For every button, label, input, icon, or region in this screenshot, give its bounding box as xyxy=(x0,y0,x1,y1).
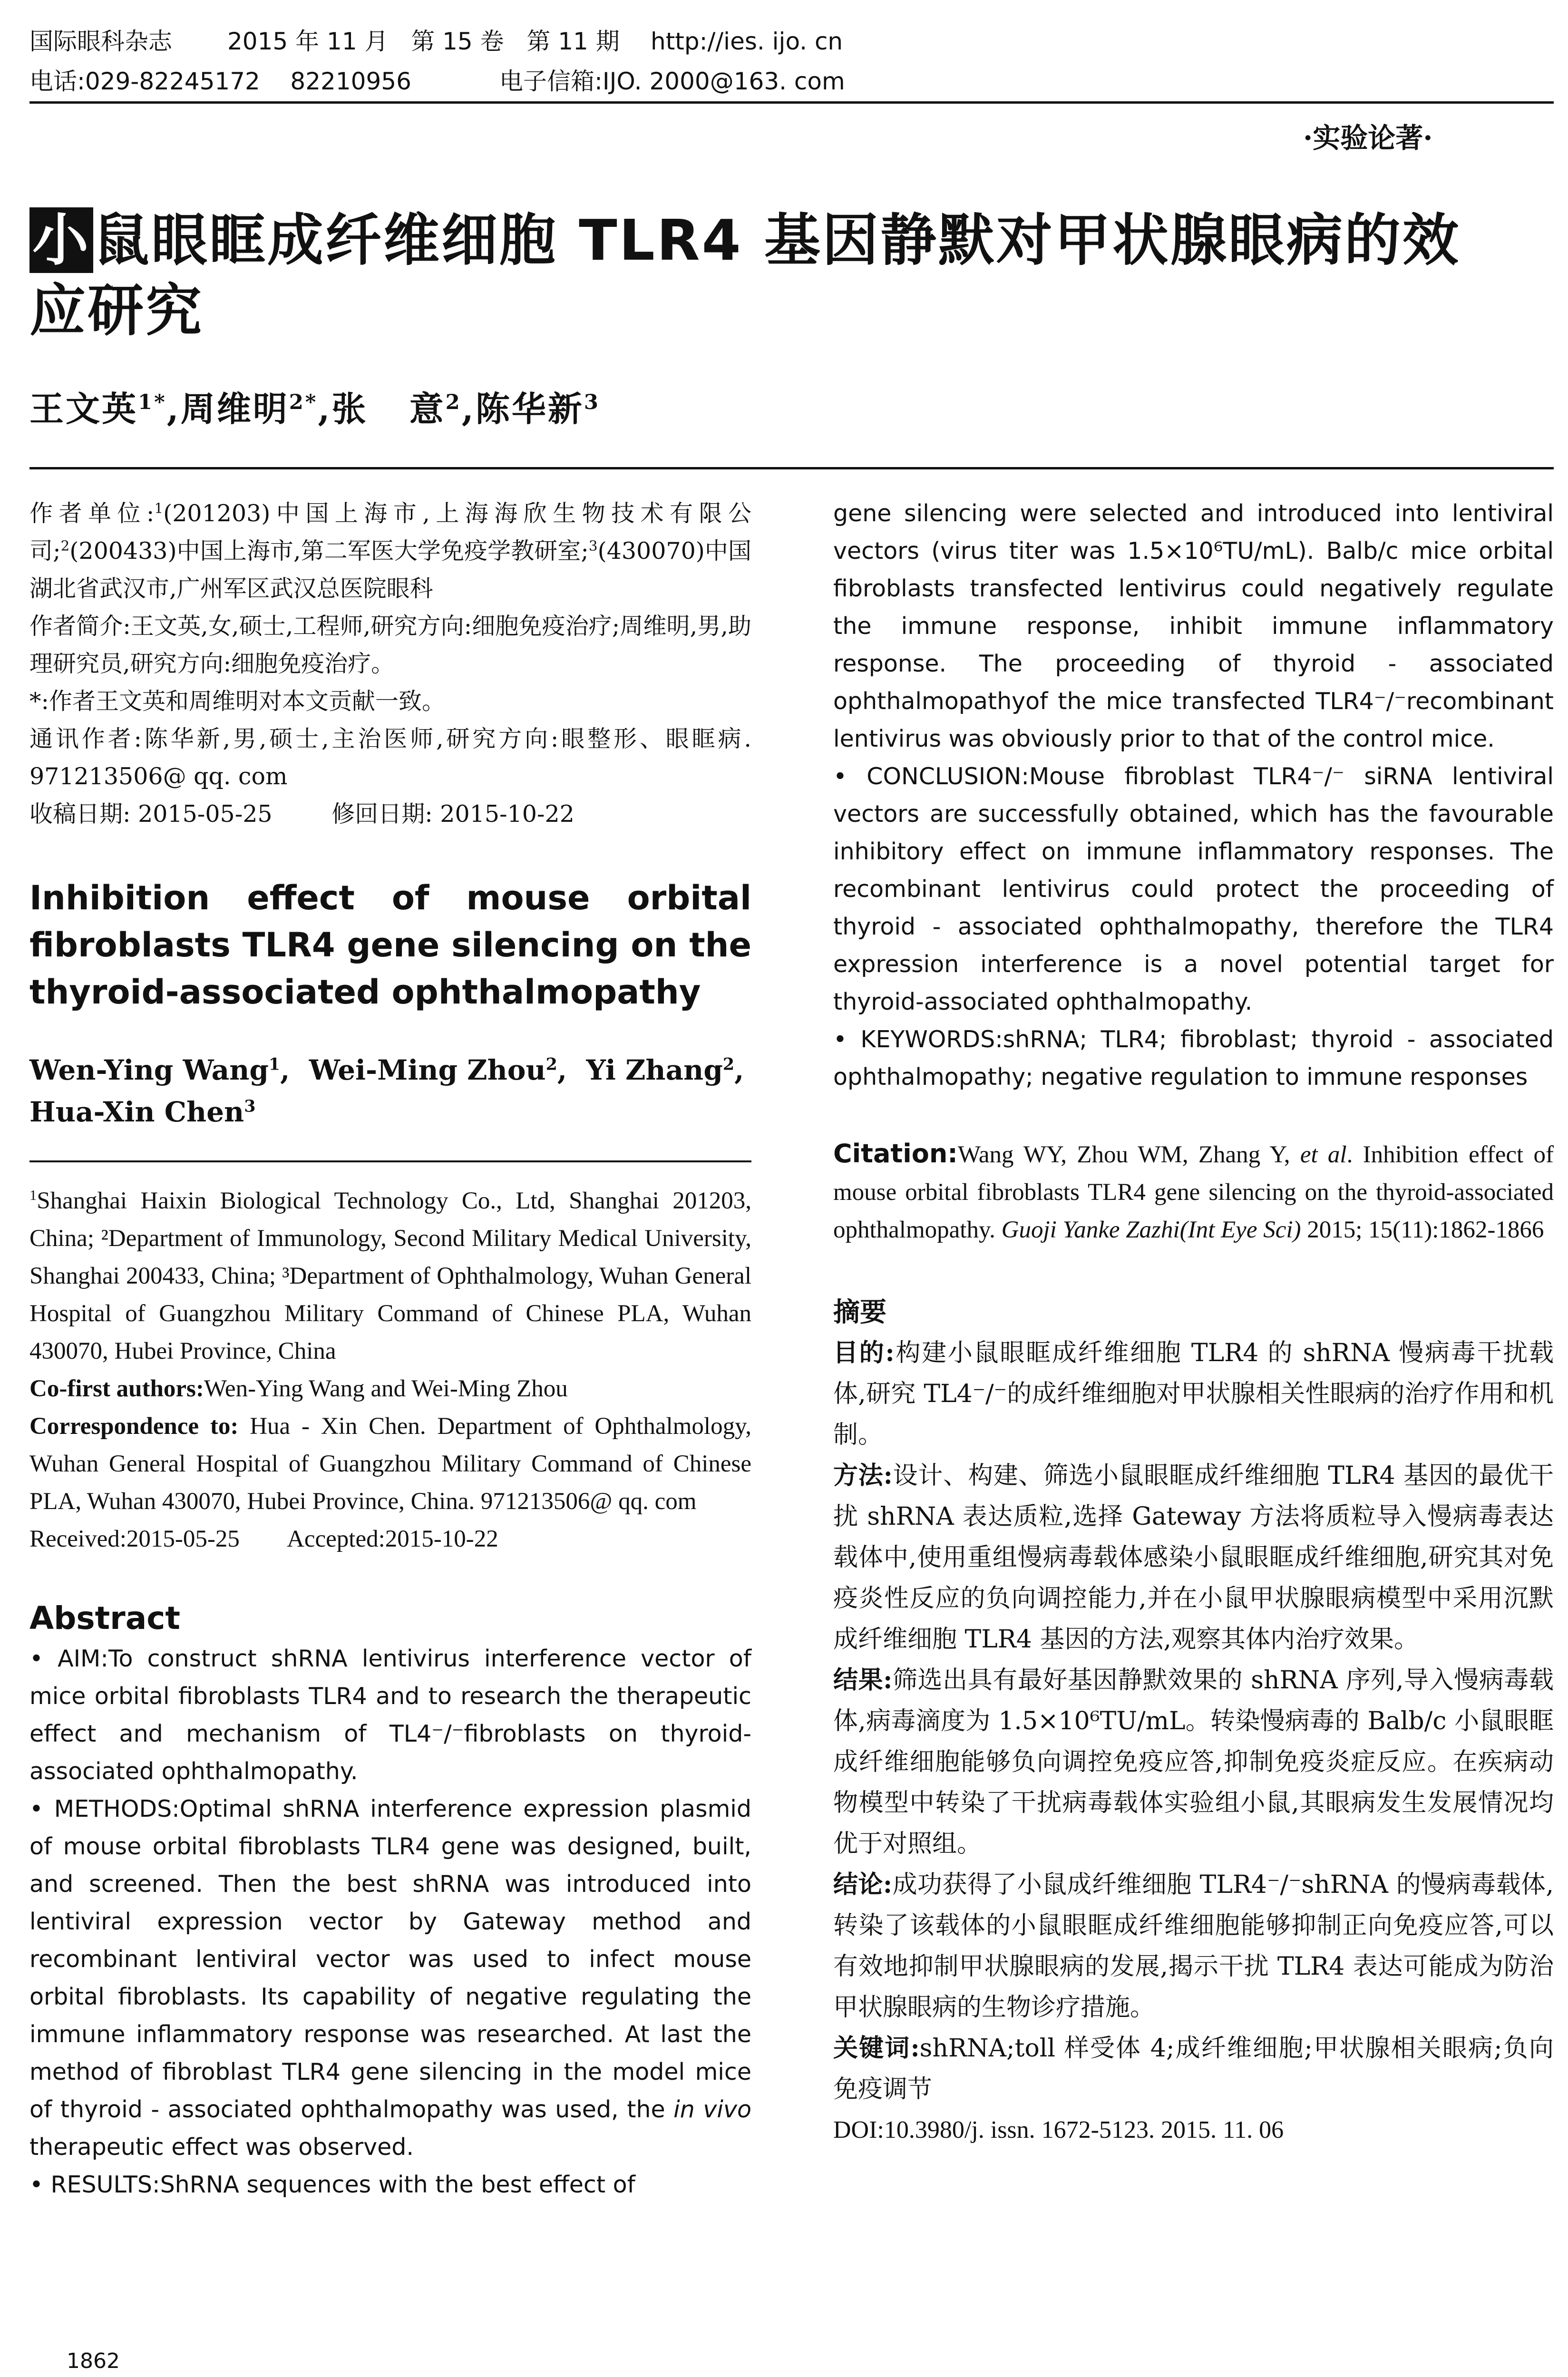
citation-label: Citation: xyxy=(833,1139,958,1169)
header-rule xyxy=(29,101,1554,104)
aim-label: • AIM: xyxy=(29,1645,108,1672)
affiliations-cn: 作者单位:$^1$(201203)中国上海市,上海海欣生物技术有限公司;$^2$(200433)中国上海市,第二军医大学免疫学教研室;$^3$(430070)中国湖北省武汉市,广州军区武汉总医院眼科 xyxy=(29,500,751,602)
affil-3: (430070)中国湖北省武汉市,广州军区武汉总医院眼科 xyxy=(29,537,751,602)
title-line1: 鼠眼眶成纤维细胞 TLR4 基因静默对甲状腺眼病的效 xyxy=(93,207,1461,273)
section-tag: ·实验论著· xyxy=(1303,122,1433,154)
aim-text: To construct shRNA lentivirus interference vector of mice orbital fibroblasts TLR4 and to research the therapeutic effect and mechanism of TL4⁻/⁻fibroblasts on thyroid-associated ophthalmopathy. xyxy=(29,1645,751,1785)
author-en-3-sup: 2 xyxy=(722,1054,735,1074)
aim-cn-label: 目的: xyxy=(833,1338,895,1367)
keywords-text: shRNA; TLR4; fibroblast; thyroid - associated ophthalmopathy; negative regulation to immune responses xyxy=(833,1026,1554,1091)
results-text-a: ShRNA sequences with the best effect of xyxy=(160,2171,635,2198)
phone-info: 电话:029-82245172 82210956 xyxy=(29,68,411,95)
title-rule xyxy=(29,467,1554,469)
author-cn-3: 张 意 xyxy=(331,389,446,429)
authors-en: Wen-Ying Wang$^1$, Wei-Ming Zhou$^2$, Yi Zhang$^2$, Hua-Xin Chen$^3$ xyxy=(29,1054,744,1128)
abstract-cn-heading: 摘要 xyxy=(833,1297,886,1328)
correspondence-label: Correspondence to: xyxy=(29,1413,239,1440)
author-separator: , xyxy=(318,389,332,429)
keywords-label: • KEYWORDS: xyxy=(833,1026,1003,1053)
right-column xyxy=(833,495,1554,2151)
abstract-cn-results xyxy=(833,1660,1554,1864)
co-first-authors xyxy=(29,1370,751,1408)
abstract-heading: Abstract xyxy=(29,1600,180,1637)
abstract-cn-aim xyxy=(833,1333,1554,1455)
author-cn-2-sup: 2* xyxy=(289,390,318,414)
author-cn-4-sup: 3 xyxy=(584,390,600,414)
revised-date-cn: 修回日期: 2015-10-22 xyxy=(331,800,575,828)
co-first-label: Co-first authors: xyxy=(29,1375,204,1402)
citation xyxy=(833,1135,1554,1249)
citation-etal: et al xyxy=(1300,1141,1347,1168)
citation-text-a: Wang WY, Zhou WM, Zhang Y, xyxy=(957,1141,1300,1168)
dates-cn xyxy=(29,795,751,833)
journal-url[interactable]: http://ies. ijo. cn xyxy=(651,28,843,55)
left-column xyxy=(29,495,751,2203)
author-cn-4: 陈华新 xyxy=(475,389,584,429)
author-cn-2: 周维明 xyxy=(180,389,289,429)
abstract-results-cont: gene silencing were selected and introduced into lentiviral vectors (virus titer was 1.5×10⁶TU/mL). Balb/c mice orbital fibroblasts transfected lentivirus could negatively regulate the immune response, inhibit immune inflammatory response. The proceeding of thyroid - associated ophthalmopathyof the mice transfected TLR4⁻/⁻recombinant lentivirus was obviously prior to that of the control mice. xyxy=(833,500,1554,752)
correspondence-text: Hua - Xin Chen. Department of Ophthalmology, Wuhan General Hospital of Guangzhou Military Command of Chinese PLA, Wuhan 430070, Hubei Province, China. 971213506@ qq. com xyxy=(29,1413,752,1515)
accepted-date-en: Accepted:2015-10-22 xyxy=(287,1526,498,1552)
abstract-cn-methods xyxy=(833,1455,1554,1660)
co-first-names: Wen-Ying Wang and Wei-Ming Zhou xyxy=(204,1375,568,1402)
author-en-4-sup: 3 xyxy=(244,1096,256,1116)
english-title: Inhibition effect of mouse orbital fibroblasts TLR4 gene silencing on the thyroid-associated ophthalmopathy xyxy=(29,878,751,1012)
citation-text-c: 2015; 15(11):1862-1866 xyxy=(1301,1217,1544,1243)
methods-cn-label: 方法: xyxy=(833,1461,893,1490)
abstract-conclusion xyxy=(833,758,1554,1021)
citation-text-b: . Inhibition effect of mouse orbital fibroblasts TLR4 gene silencing on the thyroid-associated ophthalmopathy. xyxy=(833,1141,1554,1243)
page-number: 1862 xyxy=(67,2349,120,2373)
conclusion-label: • CONCLUSION: xyxy=(833,763,1029,790)
author-cn-1: 王文英 xyxy=(29,389,138,429)
aim-cn-text: 构建小鼠眼眶成纤维细胞 TLR4 的 shRNA 慢病毒干扰载体,研究 TL4⁻/⁻的成纤维细胞对甲状腺相关性眼病的治疗作用和机制。 xyxy=(833,1339,1554,1449)
abstract-keywords xyxy=(833,1021,1554,1096)
keywords-cn-label: 关键词: xyxy=(833,2034,920,2063)
title-line2: 应研究 xyxy=(29,278,204,343)
abstract-cn-keywords xyxy=(833,2028,1554,2110)
abstract-aim xyxy=(29,1640,751,1790)
conclusion-cn-text: 成功获得了小鼠成纤维细胞 TLR4⁻/⁻shRNA 的慢病毒载体,转染了该载体的小鼠眼眶成纤维细胞能够抑制正向免疫应答,可以有效地抑制甲状腺眼病的发展,揭示干扰 TLR4 表达可能成为防治甲状腺眼病的生物诊疗措施。 xyxy=(833,1870,1554,2022)
abstract-cn-conclusion xyxy=(833,1864,1554,2028)
author-separator: , xyxy=(461,389,476,429)
author-cn-1-sup: 1* xyxy=(138,390,167,414)
correspondence-en xyxy=(29,1408,751,1520)
author-en-2: Wei-Ming Zhou xyxy=(309,1054,546,1086)
affiliations-en-text: Shanghai Haixin Biological Technology Co., Ltd, Shanghai 201203, China; ²Department of Immunology, Second Military Medical University, Shanghai 200433, China; ³Department of Ophthalmology, Wuhan General Hospital of Guangzhou Military Command of Chinese PLA, Wuhan 430070, Hubei Province, China xyxy=(29,1188,751,1364)
author-en-1: Wen-Ying Wang xyxy=(29,1054,269,1086)
corresponding-author-cn: 通讯作者:陈华新,男,硕士,主治医师,研究方向:眼整形、眼眶病. 971213506@ qq. com xyxy=(29,725,751,790)
affiliations-en: $^1$Shanghai Haixin Biological Technology Co., Ltd, Shanghai 201203, China; ²Department of Immunology, Second Military Medical University, Shanghai 200433, China; ³Department of Ophthalmology, Wuhan General Hospital of Guangzhou Military Command of Chinese PLA, Wuhan 430070, Hubei Province, China xyxy=(29,1187,751,1364)
conclusion-cn-label: 结论: xyxy=(833,1870,893,1899)
author-cn-3-sup: 2 xyxy=(445,390,462,414)
methods-text-b: therapeutic effect was observed. xyxy=(29,2133,414,2161)
authors-cn xyxy=(29,385,600,433)
received-date-cn: 收稿日期: 2015-05-25 xyxy=(29,800,273,828)
results-cn-label: 结果: xyxy=(833,1666,893,1695)
author-en-3: Yi Zhang xyxy=(586,1054,723,1086)
citation-journal: Guoji Yanke Zazhi(Int Eye Sci) xyxy=(1001,1217,1301,1243)
abstract-results-start xyxy=(29,2166,751,2203)
author-en-4: Hua-Xin Chen xyxy=(29,1096,244,1128)
journal-name: 国际眼科杂志 xyxy=(29,28,172,55)
affil-divider xyxy=(29,1160,751,1162)
methods-text-a: Optimal shRNA interference expression plasmid of mouse orbital fibroblasts TLR4 gene was designed, built, and screened. Then the best shRNA was introduced into lentiviral expression vector by Gateway method and recombinant lentiviral vector was used to infect mouse orbital fibroblasts. Its capability of negative regulating the immune inflammatory response was researched. At last the method of fibroblast TLR4 gene silencing in the model mice of thyroid - associated ophthalmopathy was used, the xyxy=(29,1795,752,2123)
received-date-en: Received:2015-05-25 xyxy=(29,1526,240,1552)
equal-contribution-note: *:作者王文英和周维明对本文贡献一致。 xyxy=(29,688,446,715)
keywords-cn-text: shRNA;toll 样受体 4;成纤维细胞;甲状腺相关眼病;负向免疫调节 xyxy=(833,2034,1554,2104)
dates-en xyxy=(29,1520,751,1558)
methods-label: • METHODS: xyxy=(29,1795,180,1822)
author-en-1-sup: 1 xyxy=(268,1054,281,1074)
affil-1: (201203)中国上海市,上海海欣生物技术有限公司; xyxy=(29,500,751,565)
affil-label: 作者单位: xyxy=(29,500,155,527)
results-cn-text: 筛选出具有最好基因静默效果的 shRNA 序列,导入慢病毒载体,病毒滴度为 1.5×10⁶TU/mL。转染慢病毒的 Balb/c 小鼠眼眶成纤维细胞能够负向调控免疫应答,抑制免疫炎症反应。在疾病动物模型中转染了干扰病毒载体实验组小鼠,其眼病发生发展情况均优于对照组。 xyxy=(833,1666,1554,1858)
author-bio: 作者简介:王文英,女,硕士,工程师,研究方向:细胞免疫治疗;周维明,男,助理研究员,研究方向:细胞免疫治疗。 xyxy=(29,613,751,677)
methods-italic: in vivo xyxy=(673,2096,751,2123)
results-label: • RESULTS: xyxy=(29,2171,160,2198)
doi[interactable]: DOI:10.3980/j. issn. 1672-5123. 2015. 11. 06 xyxy=(833,2116,1284,2143)
author-separator: , xyxy=(166,389,181,429)
conclusion-text: Mouse fibroblast TLR4⁻/⁻ siRNA lentiviral vectors are successfully obtained, which has the favourable inhibitory effect on immune inflammatory responses. The recombinant lentivirus could protect the proceeding of thyroid - associated ophthalmopathy, therefore the TLR4 expression interference is a novel potential target for thyroid-associated ophthalmopathy. xyxy=(833,763,1554,1015)
email-info[interactable]: 电子信箱:IJO. 2000@163. com xyxy=(499,68,845,95)
issue-info: 2015 年 11 月 第 15 卷 第 11 期 xyxy=(227,28,620,55)
methods-cn-text: 设计、构建、筛选小鼠眼眶成纤维细胞 TLR4 基因的最优干扰 shRNA 表达质粒,选择 Gateway 方法将质粒导入慢病毒表达载体中,使用重组慢病毒载体感染小鼠眼眶成纤维细胞,研究其对免疫炎性反应的负向调控能力,并在小鼠甲状腺眼病模型中采用沉默成纤维细胞 TLR4 基因的方法,观察其体内治疗效果。 xyxy=(833,1461,1554,1654)
title-boxed-char: 小 xyxy=(29,207,93,273)
abstract-methods xyxy=(29,1790,751,2166)
affil-2: (200433)中国上海市,第二军医大学免疫学教研室; xyxy=(69,537,589,565)
author-en-2-sup: 2 xyxy=(545,1054,557,1074)
article-title xyxy=(29,205,1554,276)
